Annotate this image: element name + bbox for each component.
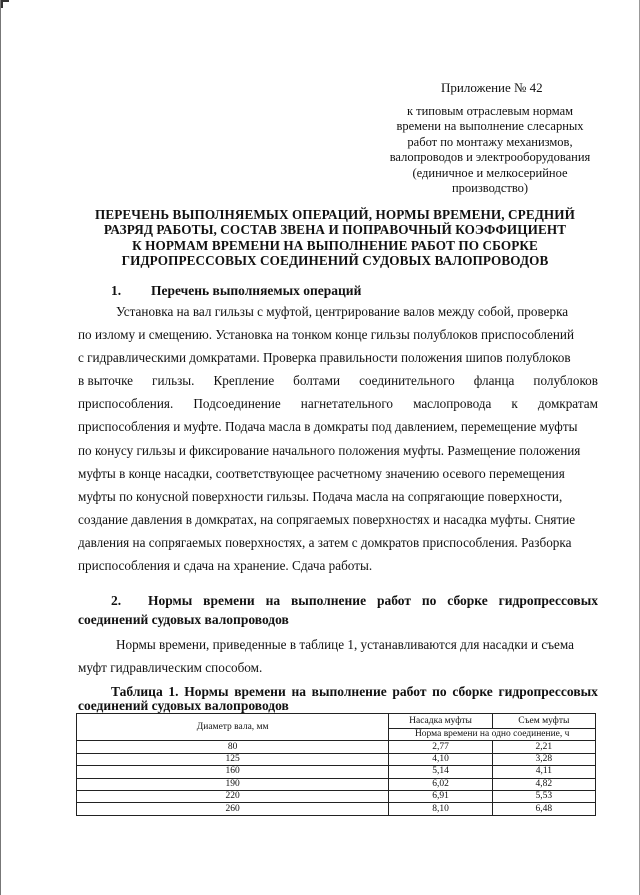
section1-title: Перечень выполняемых операций: [151, 283, 362, 298]
cell-diameter: 125: [77, 753, 389, 765]
table-row: [77, 778, 596, 790]
table-row: [77, 753, 596, 765]
cell-remove: 2,21: [492, 741, 595, 753]
title-line: К НОРМАМ ВРЕМЕНИ НА ВЫПОЛНЕНИЕ РАБОТ ПО СБОРКЕ: [132, 237, 538, 253]
norms-table: [76, 713, 596, 816]
para-line: по конусу гильзы и фиксирование начального положения муфты. Размещение положения: [78, 442, 581, 458]
cell-diameter: 260: [77, 803, 389, 815]
section1-paragraph: [78, 300, 598, 577]
para-line-justified: приспособления. Подсоединение нагнетательного маслопровода к домкратам: [78, 396, 598, 412]
cell-diameter: 160: [77, 766, 389, 778]
header-diameter: Диаметр вала, мм: [77, 714, 389, 741]
para-line: давления на сопрягаемых поверхностях, а затем с домкратов приспособления. Разборка: [78, 534, 572, 550]
cell-fit: 8,10: [389, 803, 492, 815]
cell-fit: 4,10: [389, 753, 492, 765]
para-line: муфты в конце насадки, соответствующее расчетному значению осевого перемещения: [78, 465, 565, 481]
cell-remove: 5,53: [492, 790, 595, 802]
section1-number: 1.: [111, 283, 122, 298]
table-row: [77, 790, 596, 802]
header-fit: Насадка муфты: [389, 714, 492, 729]
header-remove: Съем муфты: [492, 714, 595, 729]
section2-paragraph: [78, 633, 598, 679]
appendix-desc-line: (единичное и мелкосерийное: [412, 165, 568, 180]
appendix-desc-line: валопроводов и электрооборудования: [389, 150, 591, 165]
caption-line: соединений судовых валопроводов: [78, 698, 289, 713]
section2-number: 2.: [111, 593, 122, 608]
appendix-desc-line: работ по монтажу механизмов,: [407, 134, 573, 149]
cell-diameter: 80: [77, 741, 389, 753]
cell-diameter: 190: [77, 778, 389, 790]
cell-remove: 3,28: [492, 753, 595, 765]
title-line: ГИДРОПРЕССОВЫХ СОЕДИНЕНИЙ СУДОВЫХ ВАЛОПРОВОДОВ: [121, 253, 549, 269]
para-line: муфты по конусной поверхности гильзы. Подача масла на сопрягающие поверхности,: [78, 488, 563, 504]
table-row: [77, 766, 596, 778]
para-line: создание давления в домкратах, на сопрягаемых поверхностях и насадка муфты. Снятие: [78, 511, 576, 527]
cell-fit: 2,77: [389, 741, 492, 753]
para-line: по излому и смещению. Установка на тонком конце гильзы полублоков приспособлений: [78, 327, 575, 343]
cell-remove: 4,82: [492, 778, 595, 790]
caption-line: Таблица 1. Нормы времени на выполнение работ по сборке гидропрессовых: [111, 684, 598, 699]
cell-fit: 6,02: [389, 778, 492, 790]
title-line: ПЕРЕЧЕНЬ ВЫПОЛНЯЕМЫХ ОПЕРАЦИЙ, НОРМЫ ВРЕМЕНИ, СРЕДНИЙ: [95, 207, 575, 222]
appendix-desc-line: к типовым отраслевым нормам: [406, 104, 574, 118]
para-line-justified: в выточке гильзы. Крепление болтами соединительного фланца полублоков: [78, 373, 598, 389]
table-row: [77, 803, 596, 815]
scan-corner-mark: [1, 0, 9, 8]
appendix-desc-line: производство): [451, 181, 529, 196]
cell-remove: 6,48: [492, 803, 595, 815]
appendix-desc-line: времени на выполнение слесарных: [396, 119, 584, 134]
document-title: [65, 207, 605, 269]
appendix-number: Приложение № 42: [441, 80, 543, 95]
para-line: приспособления и муфте. Подача масла в домкраты под давлением, перемещение муфты: [78, 419, 578, 435]
cell-remove: 4,11: [492, 766, 595, 778]
section2-title: Нормы времени на выполнение работ по сборке гидропрессовых: [148, 593, 598, 608]
para-line: Установка на вал гильзы с муфтой, центрирование валов между собой, проверка: [116, 304, 569, 319]
appendix-description: [361, 104, 619, 196]
para-line: Нормы времени, приведенные в таблице 1, устанавливаются для насадки и съема: [116, 637, 574, 652]
section2-title-line2: соединений судовых валопроводов: [78, 612, 289, 627]
title-line: РАЗРЯД РАБОТЫ, СОСТАВ ЗВЕНА И ПОПРАВОЧНЫЙ КОЭФФИЦИЕНТ: [103, 222, 567, 238]
para-line: приспособления и сдача на хранение. Сдача работы.: [78, 558, 373, 574]
header-norm-unit: Норма времени на одно соединение, ч: [389, 729, 596, 741]
table-row: [77, 741, 596, 753]
cell-diameter: 220: [77, 790, 389, 802]
table-header-row: [77, 714, 596, 729]
para-line: муфт гидравлическим способом.: [78, 660, 263, 676]
table-caption: [78, 685, 598, 713]
para-line: с гидравлическими домкратами. Проверка правильности положения шипов полублоков: [78, 350, 571, 366]
cell-fit: 6,91: [389, 790, 492, 802]
cell-fit: 5,14: [389, 766, 492, 778]
